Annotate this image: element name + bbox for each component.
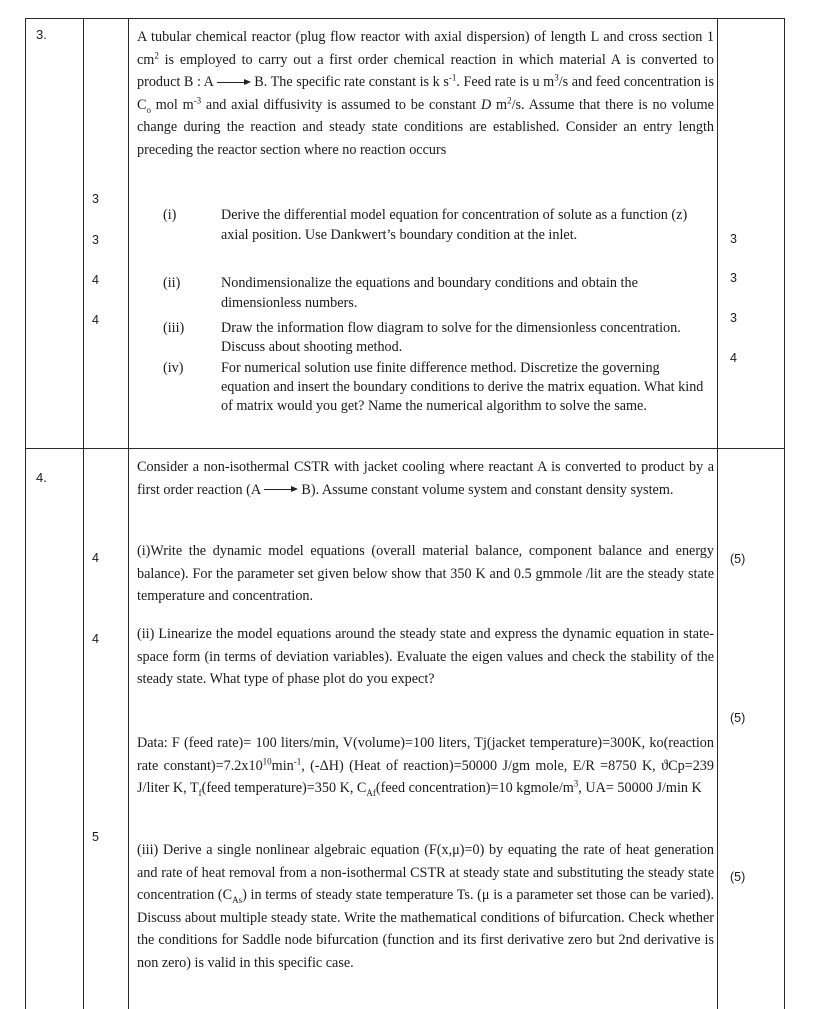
sub-part-text: (iii) Derive a single nonlinear algebraic equation (F(x,μ)=0) by equating the rate of heat generation and rate of heat removal from a non-isothermal CSTR at steady state and substituting the steady state concentration $(C_{As})$ in terms of steady state temperature Ts. (μ is a parameter set those can be varied). Discuss about multiple steady state. Write the mathematical conditions of bifurcation. Check whether the conditions for Saddle node bifurcation (function and its first derivative zero but 2nd derivative is non zero) is valid in this specific case.: [137, 842, 714, 971]
reaction-arrow-icon: [217, 78, 251, 88]
marks-value: (5): [730, 711, 746, 725]
table-border-left: [25, 18, 26, 1009]
row-divider: [25, 448, 785, 449]
co-value: 4: [92, 313, 99, 327]
marks-value: 4: [730, 351, 737, 365]
column-divider: [717, 18, 718, 1009]
sub-part-text: Derive the differential model equation for concentration of solute as a function (z) axial position. Use Dankwert’s boundary condition at the inlet.: [221, 207, 688, 243]
marks-value: 3: [730, 232, 737, 246]
question-3-text: A tubular chemical reactor (plug flow reactor with axial dispersion) of length L and cross section 1 $cm^2$ is employed to carry out a first order chemical reaction in which material A is converted to product B : A B. The specific rate constant is k $s^{-1}$. Feed rate is u $m^3/s$ and feed concentration is $C_o$ mol $m^{-3}$ and axial diffusivity is assumed to be constant D $m^2/s$. Assume that there is no volume change during the reaction and steady state conditions are established. Consider an entry length preceding the reactor section where no reaction occurs: [137, 29, 715, 158]
co-value: 4: [92, 632, 99, 646]
co-value: 4: [92, 551, 99, 565]
co-value: 3: [92, 192, 99, 206]
co-value: 4: [92, 273, 99, 287]
marks-value: (5): [730, 552, 746, 566]
sub-part-label: (iii): [163, 320, 185, 336]
question-4-text: Consider a non-isothermal CSTR with jacket cooling where reactant A is converted to product by a first order reaction (A B). Assume constant volume system and constant density system.: [137, 459, 714, 498]
column-divider: [128, 18, 129, 1009]
sub-part-text: Nondimensionalize the equations and boundary conditions and obtain the dimensionless numbers.: [221, 275, 638, 311]
sub-part-text: For numerical solution use finite difference method. Discretize the governing equation and insert the boundary conditions to derive the matrix equation. What kind of matrix would you get? Name the numerical algorithm to solve the same.: [221, 360, 704, 414]
sub-part-label: (i): [163, 207, 177, 223]
marks-value: 3: [730, 271, 737, 285]
sub-part-label: (ii): [163, 275, 181, 291]
marks-value: (5): [730, 870, 746, 884]
sub-part-text: (ii) Linearize the model equations around the steady state and express the dynamic equation in state-space form (in terms of deviation variables). Evaluate the eigen values and check the stability of the steady state. What type of phase plot do you expect?: [137, 626, 714, 687]
sub-part-text: Draw the information flow diagram to solve for the dimensionless concentration. Discuss about shooting method.: [221, 320, 681, 355]
column-divider: [83, 18, 84, 1009]
table-border-right: [784, 18, 785, 1009]
table-top-border: [25, 18, 785, 19]
sub-part-label: (iv): [163, 360, 184, 376]
reaction-arrow-icon: [264, 485, 298, 495]
question-number: 3.: [36, 27, 47, 42]
question-number: 4.: [36, 470, 47, 485]
marks-value: 3: [730, 311, 737, 325]
data-paragraph: Data: F (feed rate)= 100 liters/min, V(volume)=100 liters, Tj(jacket temperature)=300K, ko(reaction rate $constant)=7.2x10^{10}\min^{-1}$, (-ΔH) (Heat of reaction)=50000 J/gm mole, E/R =8750 K, ϑCp=239 J/liter K, $T_f(feed$ temperature)=350 K, $C_{Af}(feed$ concentration)=10 kgmole/$m^3$, UA= 50000 J/min K: [137, 735, 714, 798]
co-value: 5: [92, 830, 99, 844]
co-value: 3: [92, 233, 99, 247]
sub-part-text: (i)Write the dynamic model equations (overall material balance, component balance and energy balance). For the parameter set given below show that 350 K and 0.5 gmmole /lit are the steady state temperature and concentration.: [137, 543, 714, 604]
